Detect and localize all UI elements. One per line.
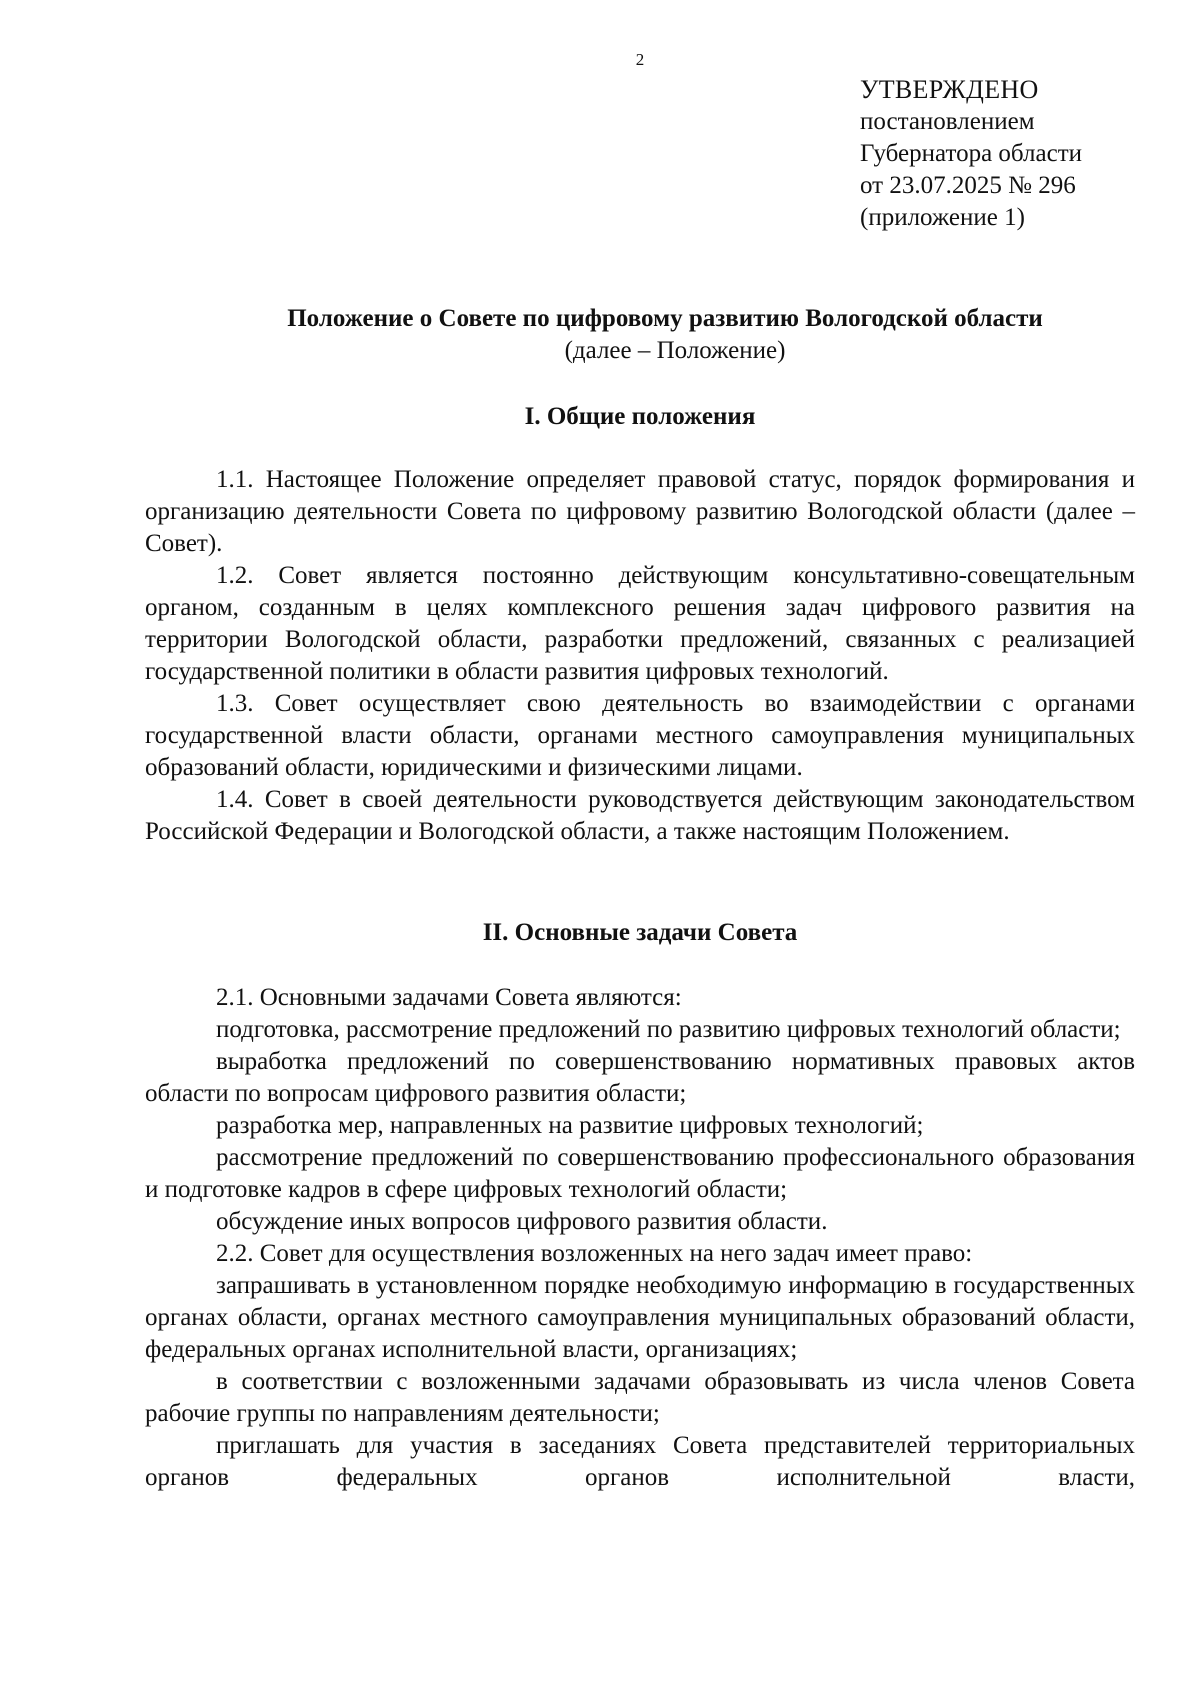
approval-appendix: (приложение 1) — [860, 204, 1025, 231]
right-item: запрашивать в установленном порядке необходимую информацию в государственных органах области, органах местного самоуправления муниципальных образований области, федеральных органах исполнительной власти, организациях; — [145, 1272, 1135, 1363]
paragraph-1-1: 1.1. Настоящее Положение определяет правовой статус, порядок формирования и организацию деятельности Совета по цифровому развитию Вологодской области (далее – Совет). — [145, 466, 1135, 557]
page-number: 2 — [635, 50, 645, 69]
task-item: рассмотрение предложений по совершенствованию профессионального образования и подготовке кадров в сфере цифровых технологий области; — [145, 1144, 1135, 1203]
paragraph-1-2: 1.2. Совет является постоянно действующим консультативно-совещательным органом, созданным в целях комплексного решения задач цифрового развития на территории Вологодской области, разработки предложений, связанных с реализацией государственной политики в области развития цифровых технологий. — [145, 562, 1135, 685]
section-heading-general: I. Общие положения — [524, 403, 756, 430]
approval-heading: УТВЕРЖДЕНО — [860, 75, 1039, 104]
section-body-general — [145, 464, 1135, 848]
approval-stamp-block — [860, 74, 1180, 234]
task-item: обсуждение иных вопросов цифрового развития области. — [216, 1208, 828, 1235]
task-item: выработка предложений по совершенствованию нормативных правовых актов области по вопросам цифрового развития области; — [145, 1048, 1135, 1107]
document-subtitle: (далее – Положение) — [564, 337, 786, 364]
approval-date-number: от 23.07.2025 № 296 — [860, 172, 1076, 199]
section-body-tasks — [145, 982, 1135, 1494]
document-title-block — [140, 303, 1140, 367]
task-item: разработка мер, направленных на развитие цифровых технологий; — [216, 1112, 924, 1139]
paragraph-1-3: 1.3. Совет осуществляет свою деятельность во взаимодействии с органами государственной власти области, органами местного самоуправления муниципальных образований области, юридическими и физическими лицами. — [145, 690, 1135, 781]
right-item: приглашать для участия в заседаниях Совета представителей территориальных органов федеральных органов исполнительной власти, — [145, 1432, 1135, 1491]
paragraph-2-1: 2.1. Основными задачами Совета являются: — [216, 984, 682, 1011]
section-heading-tasks: II. Основные задачи Совета — [482, 919, 798, 946]
task-item: подготовка, рассмотрение предложений по развитию цифровых технологий области; — [216, 1016, 1121, 1043]
paragraph-1-4: 1.4. Совет в своей деятельности руководствуется действующим законодательством Российской Федерации и Вологодской области, а также настоящим Положением. — [145, 786, 1135, 845]
paragraph-2-2: 2.2. Совет для осуществления возложенных на него задач имеет право: — [216, 1240, 973, 1267]
document-title: Положение о Совете по цифровому развитию Вологодской области — [287, 305, 1043, 332]
right-item: в соответствии с возложенными задачами образовывать из числа членов Совета рабочие группы по направлениям деятельности; — [145, 1368, 1135, 1427]
approval-line: постановлением — [860, 108, 1035, 135]
approval-line: Губернатора области — [860, 140, 1082, 167]
